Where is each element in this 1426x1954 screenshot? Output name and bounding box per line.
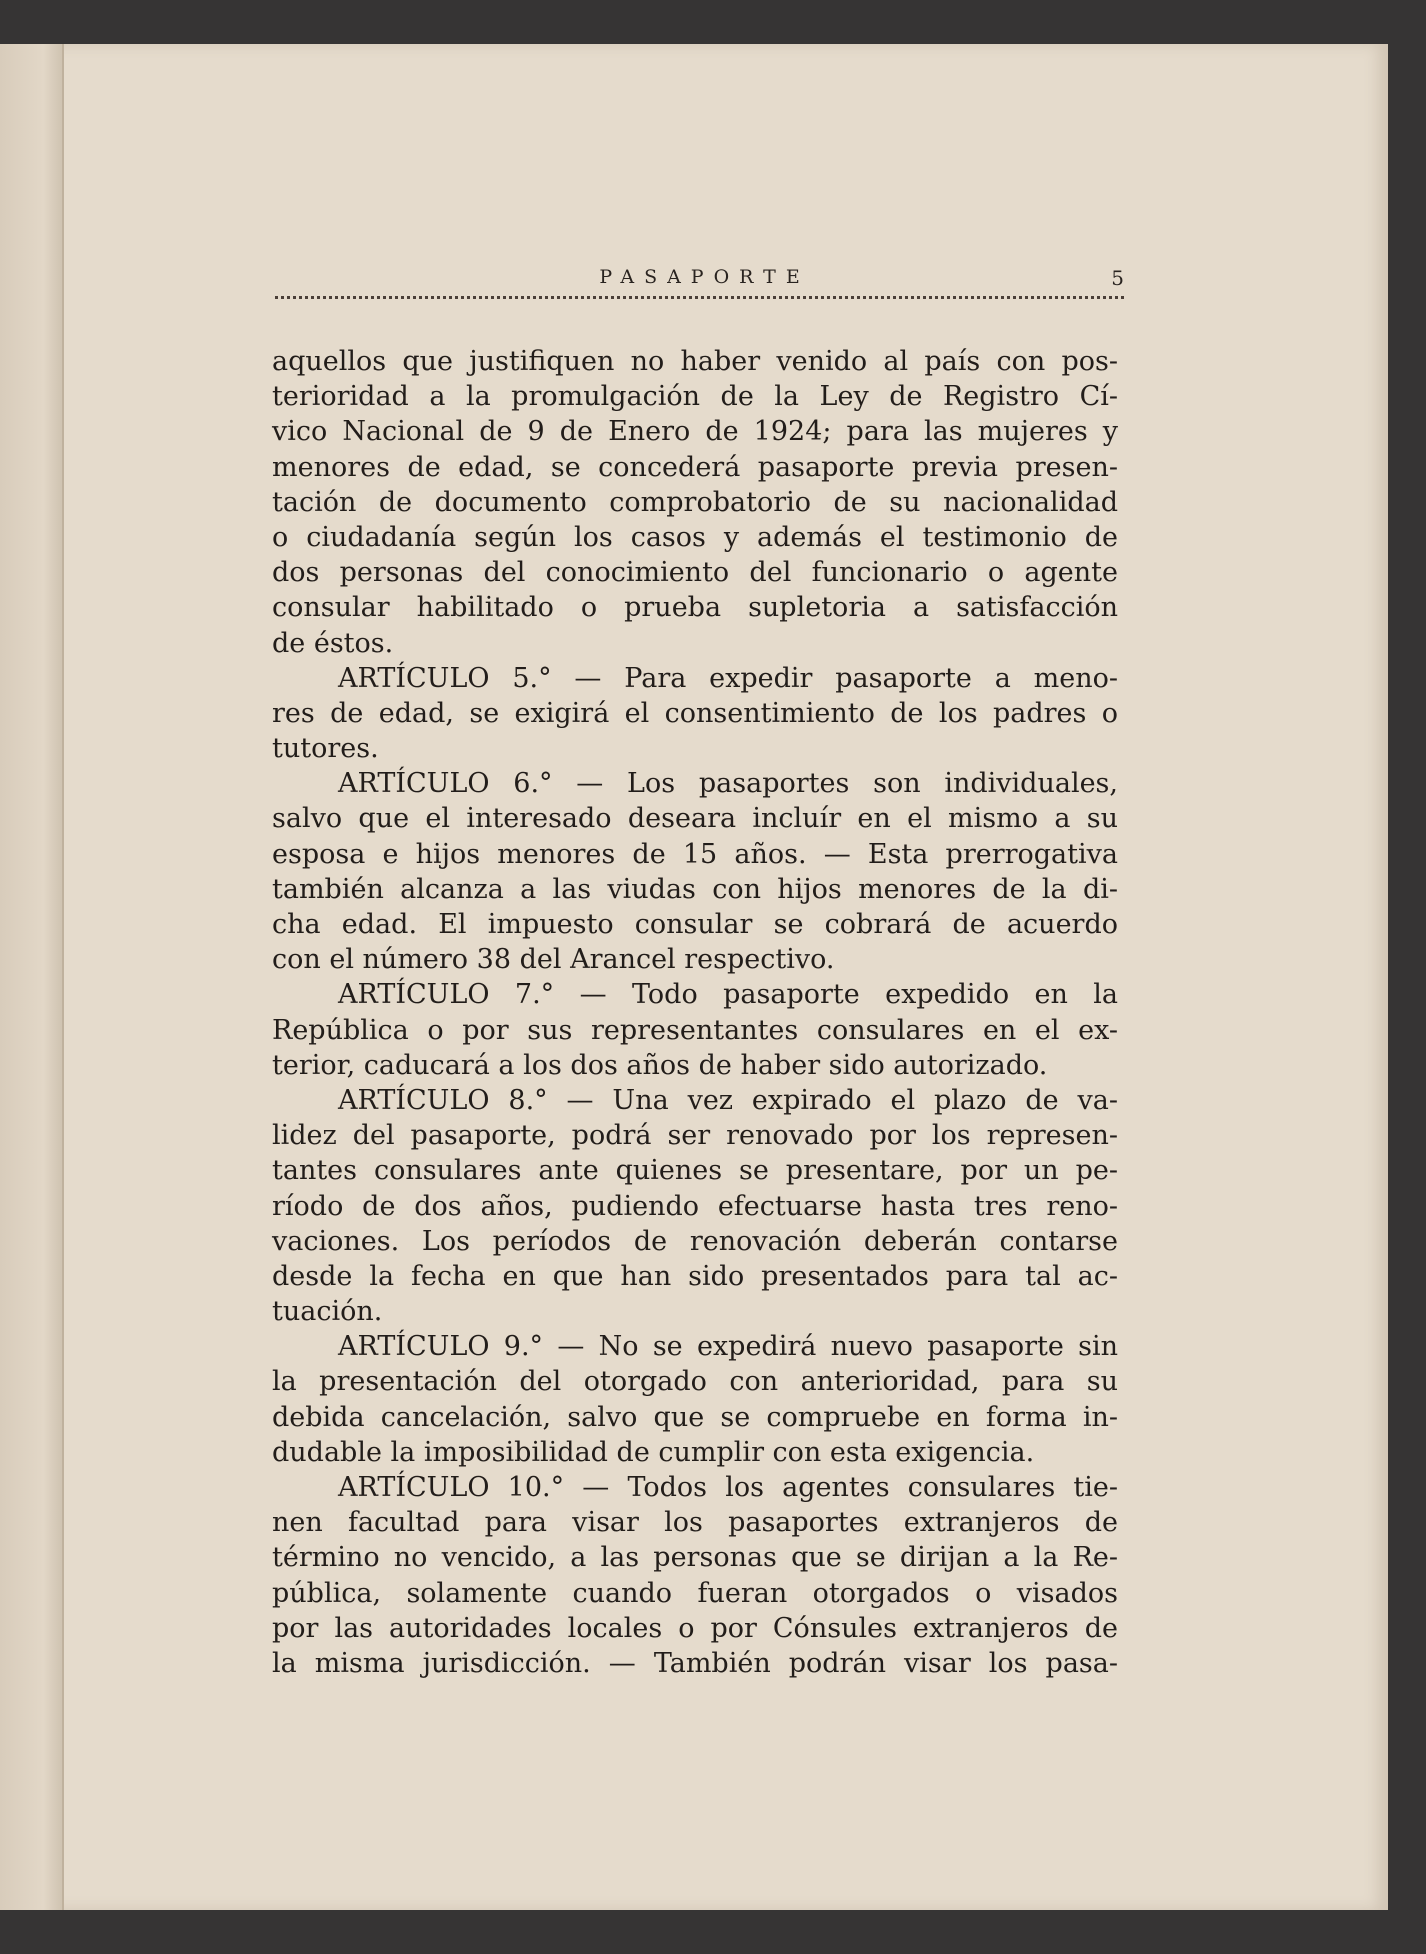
header-rule (275, 296, 1124, 299)
text-line: menores de edad, se concederá pasaporte previa presen- (272, 451, 1118, 483)
page-number: 5 (1111, 266, 1124, 290)
text-line: con el número 38 del Arancel respectivo. (272, 944, 835, 976)
text-line: res de edad, se exigirá el consentimiento de los padres o (272, 697, 1118, 729)
text-line: ARTÍCULO 7.° — Todo pasaporte expedido en la (338, 979, 1118, 1011)
text-line: debida cancelación, salvo que se compruebe en forma in- (272, 1401, 1118, 1433)
text-line: dos personas del conocimiento del funcionario o agente (272, 557, 1118, 589)
text-line: por las autoridades locales o por Cónsules extranjeros de (272, 1612, 1118, 1644)
text-line: tuación. (272, 1296, 383, 1328)
text-line: cha edad. El impuesto consular se cobrará de acuerdo (272, 909, 1118, 940)
text-line: ARTÍCULO 5.° — Para expedir pasaporte a meno- (338, 662, 1118, 694)
body-text (272, 344, 1118, 1681)
text-line: de éstos. (272, 627, 394, 659)
text-line: término no vencido, a las personas que se dirijan a la Re- (272, 1542, 1118, 1574)
text-line: tutores. (272, 733, 379, 765)
facing-page-edge (0, 44, 64, 1910)
text-line: ARTÍCULO 9.° — No se expedirá nuevo pasaporte sin (338, 1331, 1118, 1363)
text-line: consular habilitado o prueba supletoria a satisfacción (272, 592, 1118, 624)
text-line: vico Nacional de 9 de Enero de 1924; para las mujeres y (272, 416, 1118, 448)
text-line: dudable la imposibilidad de cumplir con esta exigencia. (272, 1436, 1035, 1468)
running-title: PASAPORTE (599, 266, 810, 288)
text-line: ARTÍCULO 6.° — Los pasaportes son individuales, (338, 768, 1118, 800)
text-line: tantes consulares ante quienes se presentare, por un pe- (272, 1155, 1118, 1187)
text-line: esposa e hijos menores de 15 años. — Esta prerrogativa (272, 838, 1118, 870)
text-line: la misma jurisdicción. — También podrán visar los pasa- (272, 1647, 1118, 1679)
text-line: pública, solamente cuando fueran otorgados o visados (272, 1577, 1118, 1609)
text-line: también alcanza a las viudas con hijos menores de la di- (272, 873, 1118, 905)
text-line: ARTÍCULO 8.° — Una vez expirado el plazo de va- (338, 1084, 1118, 1116)
text-line: la presentación del otorgado con anterioridad, para su (272, 1366, 1118, 1398)
text-line: salvo que el interesado deseara incluír en el mismo a su (272, 803, 1118, 835)
text-line: terior, caducará a los dos años de haber sido autorizado. (272, 1049, 1048, 1081)
text-line: ARTÍCULO 10.° — Todos los agentes consulares tie- (338, 1472, 1118, 1503)
text-line: República o por sus representantes consulares en el ex- (272, 1014, 1118, 1046)
text-line: nen facultad para visar los pasaportes extranjeros de (272, 1507, 1118, 1539)
text-line: ríodo de dos años, pudiendo efectuarse hasta tres reno- (272, 1190, 1118, 1222)
text-line: aquellos que justifiquen no haber venido al país con pos- (272, 346, 1118, 377)
text-line: terioridad a la promulgación de la Ley de Registro Cí- (272, 381, 1118, 413)
page-header (275, 266, 1124, 306)
text-line: lidez del pasaporte, podrá ser renovado por los represen- (272, 1120, 1118, 1152)
text-line: vaciones. Los períodos de renovación deberán contarse (272, 1225, 1118, 1257)
text-line: desde la fecha en que han sido presentados para tal ac- (272, 1260, 1118, 1292)
text-line: tación de documento comprobatorio de su nacionalidad (272, 486, 1118, 518)
text-line: o ciudadanía según los casos y además el testimonio de (272, 521, 1118, 553)
